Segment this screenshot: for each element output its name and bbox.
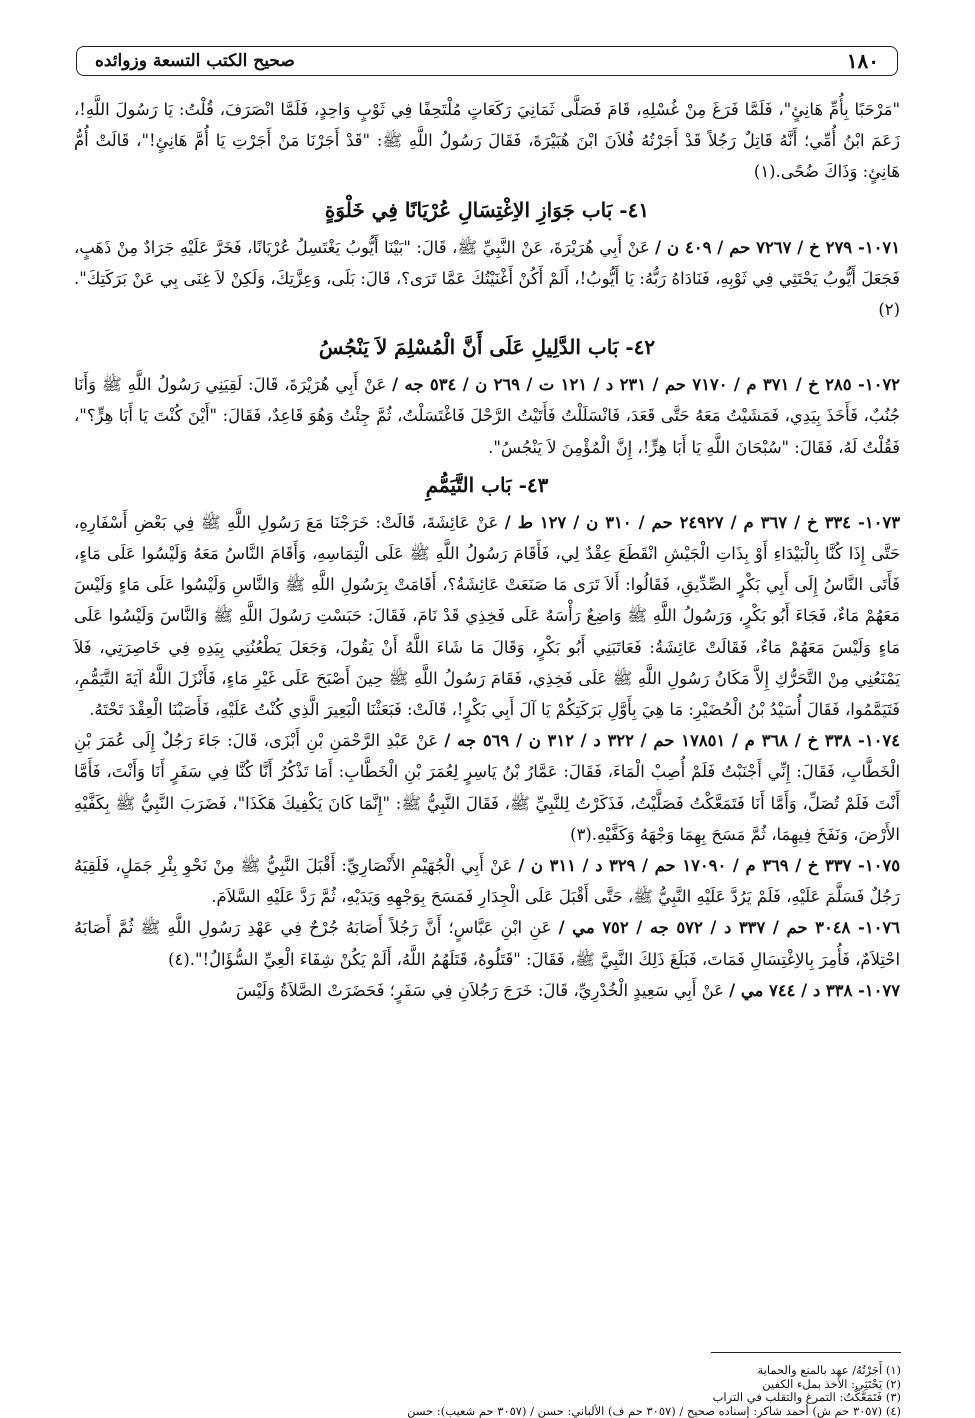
paragraph-continued: "مَرْحَبًا بِأُمِّ هَانِئٍ"، فَلَمَّا فَرَغَ مِنْ غُسْلِهِ، قَامَ فَصَلَّى ثَمَانِيَ رَكَعَاتٍ مُلْتَحِفًا فِي ثَوْبٍ وَاحِدٍ، فَلَمَّا انْصَرَفَ، قُلْتُ: يَا رَسُولَ اللَّهِ!، زَعَمَ ابْنُ أُمِّي؛ أَنَّهُ قَاتِلٌ رَجُلاً قَدْ أَجَرْتُهُ فُلاَنَ ابْنَ هُبَيْرَةَ، فَقَالَ رَسُولُ اللَّهِ ﷺ: "قَدْ أَجَرْنَا مَنْ أَجَرْتِ يَا أُمَّ هَانِئٍ!"، قَالَتْ أُمُّ هَانِئٍ: وَذَاكَ ضُحًى.(١) — [74, 100, 900, 182]
chapter-heading-42: ٤٢- بَاب الدَّلِيلِ عَلَى أَنَّ الْمُسْلِمَ لاَ يَنْجُسُ — [318, 335, 656, 360]
page-number: ١٨٠ — [846, 49, 879, 73]
hadith-1076 — [74, 912, 900, 974]
hadith-number-1074: ١٠٧٤- ٣٣٨ خ / ٣٦٨ م / ١٧٨٥١ حم / ٣٢٢ د / ٣١٢ ن / ٥٦٩ جه / — [444, 731, 900, 751]
hadith-number-1073: ١٠٧٣- ٣٣٤ خ / ٣٦٧ م / ٢٤٩٢٧ حم / ٣١٠ ن / ١٢٧ ط / — [504, 512, 900, 532]
hadith-number-1071: ١٠٧١- ٢٧٩ خ / ٧٢٦٧ حم / ٤٠٩ ن / — [655, 237, 901, 257]
footnote-separator — [711, 1352, 901, 1353]
hadith-1071 — [74, 232, 900, 326]
hadith-text-1072: عَنْ أَبِي هُرَيْرَةَ، قَالَ: لَقِيَنِي رَسُولُ اللَّهِ ﷺ وَأَنَا جُنُبٌ، فَأَخَذَ بِيَدِي، فَمَشَيْتُ مَعَهُ حَتَّى قَعَدَ، فَانْسَلَلْتُ فَأَتَيْتُ الرَّحْلَ فَاغْتَسَلْتُ، ثُمَّ جِئْتُ وَهُوَ قَاعِدٌ، فَقَالَ: "أَيْنَ كُنْتَ يَا أَبَا هِرٍّ؟"، فَقُلْتُ لَهُ، فَقَالَ: "سُبْحَانَ اللَّهِ يَا أَبَا هِرٍّ!، إِنَّ الْمُؤْمِنَ لاَ يَنْجُسُ". — [74, 375, 900, 457]
hadith-text-1075: عَنْ أَبِي الْجُهَيْمِ الأَنْصَارِيِّ: أَقْبَلَ النَّبِيُّ ﷺ مِنْ نَحْوِ بِئْرِ جَمَلٍ، فَلَقِيَهُ رَجُلٌ فَسَلَّمَ عَلَيْهِ، فَلَمْ يَرُدَّ عَلَيْهِ النَّبِيُّ ﷺ، حَتَّى أَقْبَلَ عَلَى الْجِدَارِ فَمَسَحَ بِوَجْهِهِ وَيَدَيْهِ، ثُمَّ رَدَّ عَلَيْهِ السَّلاَمَ. — [74, 856, 900, 907]
running-header — [76, 46, 898, 76]
footnote-3: (٣) فَتَمَعَّكْتُ: التمرغ والتقلب في التراب — [712, 1390, 901, 1404]
footnote-1: (١) أَجَرْتُهُ/ عهد بالمنع والحماية — [757, 1363, 901, 1377]
hadith-number-1077: ١٠٧٧- ٣٣٨ د / ٧٤٤ مي / — [729, 980, 900, 1000]
hadith-number-1072: ١٠٧٢- ٢٨٥ خ / ٣٧١ م / ٧١٧٠ حم / ٢٣١ د / ١٢١ ت / ٢٦٩ ن / ٥٣٤ جه / — [392, 375, 900, 395]
page-body — [74, 94, 900, 1006]
hadith-text-1071: عَنْ أَبِي هُرَيْرَةَ، عَنْ النَّبِيِّ ﷺ، قَالَ: "بَيْنَا أَيُّوبُ يَغْتَسِلُ عُرْيَانًا، فَخَرَّ عَلَيْهِ جَرَادٌ مِنْ ذَهَبٍ، فَجَعَلَ أَيُّوبُ يَحْتَثِي فِي ثَوْبِهِ، فَنَادَاهُ رَبُّهُ: يَا أَيُّوبُ!، أَلَمْ أَكُنْ أَغْنَيْتُكَ عَمَّا تَرَى؟، قَالَ: بَلَى، وَعِزَّتِكَ، وَلَكِنْ لاَ غِنَى بِي عَنْ بَرَكَتِكَ".(٢) — [74, 237, 900, 320]
hadith-text-1074: عَنْ عَبْدِ الرَّحْمَنِ بْنِ أَبْزَى، قَالَ: جَاءَ رَجُلٌ إِلَى عُمَرَ بْنِ الْخَطَّابِ، فَقَالَ: إِنِّي أَجْنَبْتُ فَلَمْ أُصِبْ الْمَاءَ، فَقَالَ: عَمَّارُ بْنُ يَاسِرٍ لِعُمَرَ بْنِ الْخَطَّابِ: أَمَا تَذْكُرُ أَنَّا كُنَّا فِي سَفَرٍ أَنَا وَأَنْتَ، فَأَمَّا أَنْتَ فَلَمْ تُصَلِّ، وَأَمَّا أَنَا فَتَمَعَّكْتُ فَصَلَّيْتُ، فَذَكَرْتُ لِلنَّبِيِّ ﷺ، فَقَالَ النَّبِيُّ ﷺ: "إِنَّمَا كَانَ يَكْفِيكَ هَكَذَا"، فَضَرَبَ النَّبِيُّ ﷺ بِكَفَّيْهِ الأَرْضَ، وَنَفَخَ فِيهِمَا، ثُمَّ مَسَحَ بِهِمَا وَجْهَهُ وَكَفَّيْهِ.(٣) — [74, 731, 900, 844]
hadith-number-1076: ١٠٧٦- ٣٠٤٨ حم / ٣٣٧ د / ٥٧٢ جه / ٧٥٢ مي / — [558, 918, 900, 938]
footnotes — [75, 1364, 901, 1418]
footnote-2: (٢) يَحْتَثِي: الأخذ بملء الكفين — [762, 1376, 901, 1391]
chapter-heading-41: ٤١- بَاب جَوَازِ الاِغْتِسَالِ عُرْيَانًا فِي خَلْوَةٍ — [324, 197, 650, 222]
hadith-1077 — [74, 975, 900, 1006]
hadith-text-1073: عَنْ عَائِشَةَ، قَالَتْ: خَرَجْنَا مَعَ رَسُولِ اللَّهِ ﷺ فِي بَعْضِ أَسْفَارِهِ، حَتَّى إِذَا كُنَّا بِالْبَيْدَاءِ أَوْ بِذَاتِ الْجَيْشِ انْقَطَعَ عِقْدٌ لِي، فَأَقَامَ رَسُولُ اللَّهِ ﷺ عَلَى الْتِمَاسِهِ، وَأَقَامَ النَّاسُ مَعَهُ وَلَيْسُوا عَلَى مَاءٍ، فَأَتَى النَّاسُ إِلَى أَبِي بَكْرٍ الصِّدِّيقِ، فَقَالُوا: أَلاَ تَرَى مَا صَنَعَتْ عَائِشَةُ؟، أَقَامَتْ بِرَسُولِ اللَّهِ ﷺ وَالنَّاسِ وَلَيْسُوا عَلَى مَاءٍ وَلَيْسَ مَعَهُمْ مَاءٌ، فَجَاءَ أَبُو بَكْرٍ، وَرَسُولُ اللَّهِ ﷺ وَاضِعٌ رَأْسَهُ عَلَى فَخِذِي قَدْ نَامَ، فَقَالَ: حَبَسْتِ رَسُولَ اللَّهِ ﷺ وَالنَّاسَ وَلَيْسُوا عَلَى مَاءٍ وَلَيْسَ مَعَهُمْ مَاءٌ، فَقَالَتْ عَائِشَةُ: فَعَاتَبَنِي أَبُو بَكْرٍ، وَقَالَ مَا شَاءَ اللَّهُ أَنْ يَقُولَ، وَجَعَلَ يَطْعُنُنِي بِيَدِهِ فِي خَاصِرَتِي، فَلاَ يَمْنَعُنِي مِنْ التَّحَرُّكِ إِلاَّ مَكَانُ رَسُولِ اللَّهِ ﷺ عَلَى فَخِذِي، فَقَامَ رَسُولُ اللَّهِ ﷺ حِينَ أَصْبَحَ عَلَى غَيْرِ مَاءٍ، فَأَنْزَلَ اللَّهُ آيَةَ التَّيَمُّمِ، فَتَيَمَّمُوا، فَقَالَ أُسَيْدُ بْنُ الْحُضَيْرِ: مَا هِيَ بِأَوَّلِ بَرَكَتِكُمْ يَا آلَ أَبِي بَكْرٍ!، قَالَتْ: فَبَعَثْنَا الْبَعِيرَ الَّذِي كُنْتُ عَلَيْهِ، فَأَصَبْنَا الْعِقْدَ تَحْتَهُ. — [74, 512, 900, 720]
footnote-4: (٤) (٣٠٥٧ حم ش) أحمد شاكر: إسناده صحيح / (٣٠٥٧ حم ف) الألباني: حسن / (٣٠٥٧ حم شعيب): حسن — [407, 1403, 901, 1418]
book-title: صحيح الكتب التسعة وزوائده — [95, 51, 295, 71]
hadith-text-1076: عَنِ ابْنِ عَبَّاسٍ؛ أَنَّ رَجُلاً أَصَابَهُ جُرْحٌ فِي عَهْدِ رَسُولِ اللَّهِ ﷺ ثُمَّ أَصَابَهُ احْتِلاَمٌ، فَأُمِرَ بِالاِغْتِسَالِ فَمَاتَ، فَبَلَغَ ذَلِكَ النَّبِيَّ ﷺ، فَقَالَ: "قَتَلُوهُ، قَتَلَهُمُ اللَّهُ، أَلَمْ يَكُنْ شِفَاءَ الْعِيِّ السُّؤَالُ!".(٤) — [74, 918, 900, 969]
hadith-1075 — [74, 850, 900, 912]
hadith-1072 — [74, 369, 900, 463]
hadith-number-1075: ١٠٧٥- ٣٣٧ خ / ٣٦٩ م / ١٧٠٩٠ حم / ٣٢٩ د / ٣١١ ن / — [518, 856, 901, 876]
hadith-text-1077: عَنْ أَبِي سَعِيدٍ الْخُدْرِيِّ، قَالَ: خَرَجَ رَجُلاَنِ فِي سَفَرٍ؛ فَحَضَرَتْ الصَّلاَةُ وَلَيْسَ — [236, 980, 724, 1000]
hadith-1074 — [74, 725, 900, 850]
hadith-1073 — [74, 507, 900, 725]
chapter-heading-43: ٤٣- بَاب التَّيَمُّمِ — [425, 472, 549, 497]
